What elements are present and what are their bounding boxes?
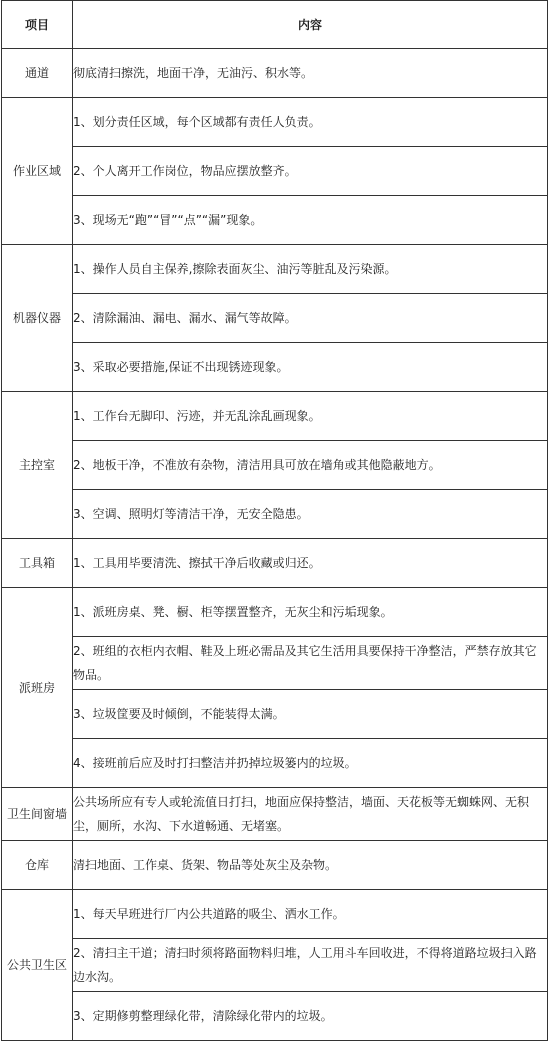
row-item-label: 主控室 — [2, 392, 73, 539]
row-item-label: 机器仪器 — [2, 245, 73, 392]
row-item-label: 通道 — [2, 49, 73, 98]
column-header-item: 项目 — [2, 1, 73, 49]
row-content: 2、个人离开工作岗位，物品应摆放整齐。 — [73, 147, 548, 196]
row-item-label: 仓库 — [2, 841, 73, 890]
row-content: 1、派班房桌、凳、橱、柜等摆置整齐，无灰尘和污垢现象。 — [73, 588, 548, 637]
table-row — [2, 196, 548, 245]
table-row — [2, 539, 548, 588]
row-content: 3、空调、照明灯等清洁干净，无安全隐患。 — [73, 490, 548, 539]
row-content: 3、定期修剪整理绿化带，清除绿化带内的垃圾。 — [73, 992, 548, 1041]
table-row — [2, 841, 548, 890]
table-row — [2, 392, 548, 441]
table-row — [2, 739, 548, 788]
row-item-label: 作业区域 — [2, 98, 73, 245]
row-content: 4、接班前后应及时打扫整洁并扔掉垃圾篓内的垃圾。 — [73, 739, 548, 788]
column-header-content: 内容 — [73, 1, 548, 49]
row-content: 1、每天早班进行厂内公共道路的吸尘、洒水工作。 — [73, 890, 548, 939]
row-content: 1、工作台无脚印、污迹，并无乱涂乱画现象。 — [73, 392, 548, 441]
row-content: 1、操作人员自主保养,擦除表面灰尘、油污等脏乱及污染源。 — [73, 245, 548, 294]
row-content: 1、划分责任区域，每个区域都有责任人负责。 — [73, 98, 548, 147]
table-row — [2, 245, 548, 294]
table-row — [2, 788, 548, 841]
table-row — [2, 490, 548, 539]
hygiene-standards-table — [1, 0, 548, 1041]
table-row — [2, 441, 548, 490]
table-row — [2, 637, 548, 690]
table-row — [2, 890, 548, 939]
table-row — [2, 294, 548, 343]
table-row — [2, 588, 548, 637]
row-content: 1、工具用毕要清洗、擦拭干净后收藏或归还。 — [73, 539, 548, 588]
table-row — [2, 343, 548, 392]
table-row — [2, 49, 548, 98]
row-content: 3、垃圾筐要及时倾倒，不能装得太满。 — [73, 690, 548, 739]
table-row — [2, 98, 548, 147]
table-row — [2, 690, 548, 739]
row-item-label: 工具箱 — [2, 539, 73, 588]
row-item-label: 卫生间窗墙 — [2, 788, 73, 841]
row-content: 2、清除漏油、漏电、漏水、漏气等故障。 — [73, 294, 548, 343]
row-content: 2、班组的衣柜内衣帽、鞋及上班必需品及其它生活用具要保持干净整洁，严禁存放其它物品。 — [73, 637, 548, 690]
row-content: 公共场所应有专人或轮流值日打扫，地面应保持整洁，墙面、天花板等无蜘蛛网、无积尘，厕所，水沟、下水道畅通、无堵塞。 — [73, 788, 548, 841]
row-content: 2、清扫主干道；清扫时须将路面物料归堆，人工用斗车回收进，不得将道路垃圾扫入路边水沟。 — [73, 939, 548, 992]
table-header-row — [2, 1, 548, 49]
table-row — [2, 147, 548, 196]
table-row — [2, 939, 548, 992]
row-content: 3、现场无“跑”“冒”“点”“漏”现象。 — [73, 196, 548, 245]
row-item-label: 派班房 — [2, 588, 73, 788]
row-item-label: 公共卫生区 — [2, 890, 73, 1041]
row-content: 3、采取必要措施,保证不出现锈迹现象。 — [73, 343, 548, 392]
row-content: 2、地板干净，不准放有杂物，清洁用具可放在墙角或其他隐蔽地方。 — [73, 441, 548, 490]
table-row — [2, 992, 548, 1041]
row-content: 彻底清扫擦洗，地面干净，无油污、积水等。 — [73, 49, 548, 98]
row-content: 清扫地面、工作桌、货架、物品等处灰尘及杂物。 — [73, 841, 548, 890]
